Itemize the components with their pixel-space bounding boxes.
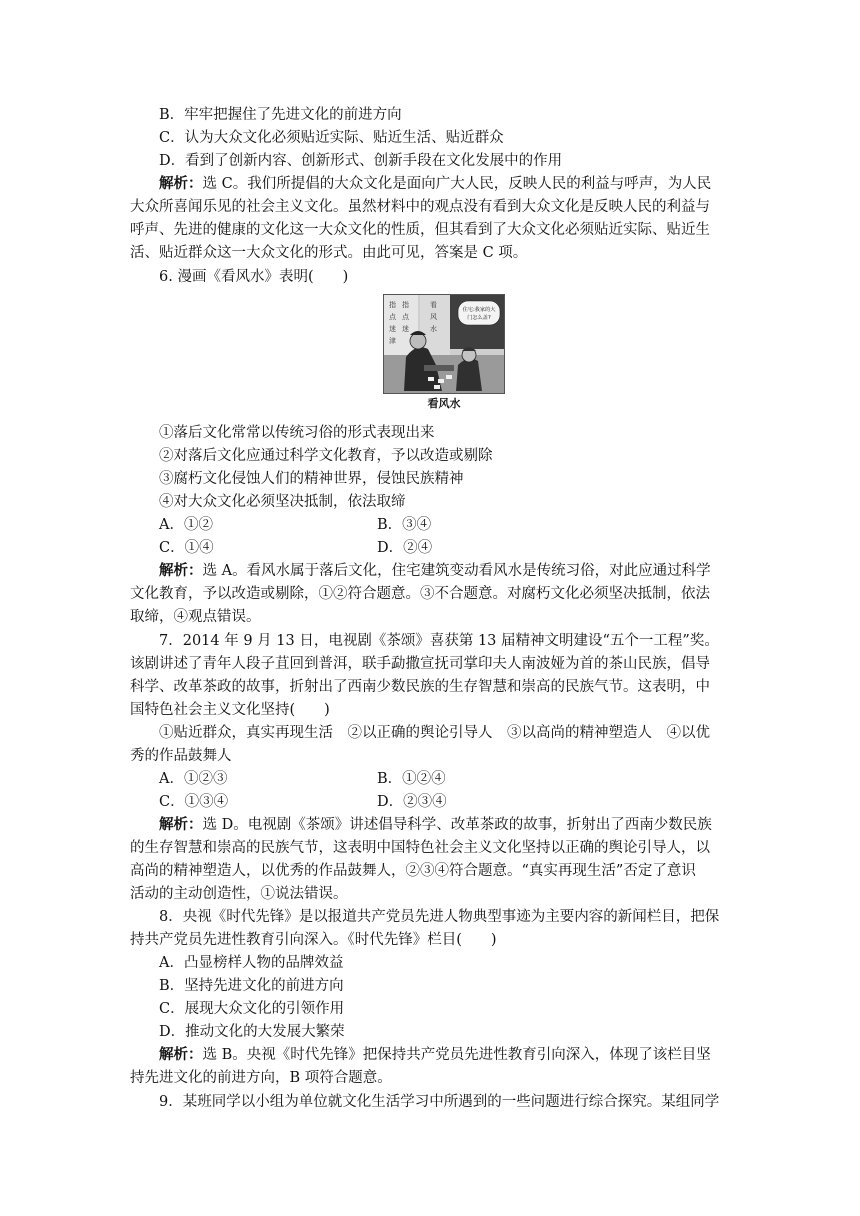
q8-stem-line: 8．央视《时代先锋》是以报道共产党员先进人物典型事迹为主要内容的新闻栏目，把保	[159, 909, 720, 925]
q7-option-a: A．①②③	[159, 771, 228, 787]
analysis-label: 解析：	[159, 562, 203, 579]
analysis-label: 解析：	[159, 816, 203, 833]
q7-option-b: B．①②④	[377, 771, 446, 787]
q6-options-row	[159, 537, 433, 559]
analysis-label: 解析：	[159, 175, 203, 192]
q6-item: ①落后文化常常以传统习俗的形式表现出来	[159, 425, 435, 441]
q6-analysis-line: 解析：选 A。看风水属于落后文化，住宅建筑变动看风水是传统习俗，对此应通过科学	[159, 562, 711, 579]
svg-text:点: 点	[402, 313, 409, 321]
cartoon-caption: 看风水	[427, 397, 461, 410]
q5-analysis-line: 大众所喜闻乐见的社会主义文化。虽然材料中的观点没有看到大众文化是反映人民的利益与	[130, 199, 710, 215]
svg-text:看: 看	[430, 301, 437, 309]
analysis-label: 解析：	[159, 1046, 203, 1063]
q6-options-row	[159, 514, 432, 536]
q6-stem: 6. 漫画《看风水》表明( )	[159, 269, 349, 285]
q7-analysis-line: 的生存智慧和崇高的民族气节，这表明中国特色社会主义文化坚持以正确的舆论引导人，以	[130, 840, 710, 856]
q7-stem-line: 7．2014 年 9 月 13 日，电视剧《茶颂》喜获第 13 届精神文明建设“五个一工程”奖。	[159, 633, 719, 649]
svg-text:迷: 迷	[389, 325, 396, 333]
q7-stem-line: 国特色社会主义文化坚持( )	[130, 702, 330, 718]
q6-item: ②对落后文化应通过科学文化教育，予以改造或剔除	[159, 448, 493, 464]
q8-analysis-line: 持先进文化的前进方向，B 项符合题意。	[130, 1070, 392, 1086]
q6-option-d: D．②④	[377, 540, 433, 556]
q7-stem-line: 科学、改革茶政的故事，折射出了西南少数民族的生存智慧和崇高的民族气节。这表明，中	[130, 679, 710, 695]
q6-option-a: A．①②	[159, 517, 213, 533]
q7-analysis-line: 高尚的精神塑造人，以优秀的作品鼓舞人，②③④符合题意。“真实再现生活”否定了意识	[130, 863, 696, 879]
q7-options-row	[159, 768, 446, 790]
q8-stem-line: 持共产党员先进性教育引向深入。《时代先锋》栏目( )	[130, 932, 497, 948]
q6-analysis-line: 文化教育，予以改造或剔除，①②符合题意。③不合题意。对腐朽文化必须坚决抵制，依法	[130, 586, 710, 602]
svg-text:指: 指	[402, 301, 409, 309]
q7-stem-line: 该剧讲述了青年人段子苴回到普洱，联手勐撒宣抚司掌印夫人南波娅为首的茶山民族，倡导	[130, 656, 710, 672]
q6-item: ④对大众文化必须坚决抵制，依法取缔	[159, 494, 406, 510]
q7-option-d: D．②③④	[377, 794, 447, 810]
svg-text:点: 点	[389, 313, 396, 321]
cartoon-figure	[383, 294, 505, 394]
svg-text:门怎么盖?: 门怎么盖?	[467, 315, 491, 321]
q5-option-b: B．牢牢把握住了先进文化的前进方向	[159, 107, 402, 123]
q8-option-a: A．凸显榜样人物的品牌效益	[159, 955, 344, 971]
q5-option-c: C．认为大众文化必须贴近实际、贴近生活、贴近群众	[159, 130, 504, 146]
svg-text:迷: 迷	[402, 325, 409, 333]
q8-option-b: B．坚持先进文化的前进方向	[159, 978, 344, 994]
q7-analysis-line: 活动的主动创造性，①说法错误。	[130, 886, 348, 902]
q9-stem-line: 9．某班同学以小组为单位就文化生活学习中所遇到的一些问题进行综合探究。某组同学	[159, 1094, 720, 1110]
svg-text:水: 水	[430, 325, 437, 333]
q7-option-c: C．①③④	[159, 794, 229, 810]
q8-option-c: C．展现大众文化的引领作用	[159, 1001, 345, 1017]
svg-text:住宅:我家的大: 住宅:我家的大	[462, 307, 496, 313]
q6-option-c: C．①④	[159, 540, 214, 556]
q7-item-line: 秀的作品鼓舞人	[130, 748, 232, 764]
q7-options-row	[159, 791, 447, 813]
q5-analysis-line: 活、贴近群众这一大众文化的形式。由此可见，答案是 C 项。	[130, 245, 528, 261]
svg-text:津: 津	[389, 337, 396, 345]
svg-text:风: 风	[430, 313, 437, 321]
svg-text:指: 指	[389, 301, 396, 309]
cartoon-illustration	[384, 295, 504, 393]
q6-item: ③腐朽文化侵蚀人们的精神世界，侵蚀民族精神	[159, 471, 464, 487]
q5-analysis-line: 解析：选 C。我们所提倡的大众文化是面向广大人民，反映人民的利益与呼声，为人民	[159, 175, 712, 192]
q8-option-d: D．推动文化的大发展大繁荣	[159, 1024, 345, 1040]
q7-analysis-line: 解析：选 D。电视剧《茶颂》讲述倡导科学、改革茶政的故事，折射出了西南少数民族	[159, 816, 712, 833]
q5-analysis-line: 呼声、先进的健康的文化这一大众文化的性质，但其看到了大众文化必须贴近实际、贴近生	[130, 222, 710, 238]
q6-analysis-line: 取缔，④观点错误。	[130, 609, 261, 625]
q5-option-d: D．看到了创新内容、创新形式、创新手段在文化发展中的作用	[159, 153, 563, 169]
q6-option-b: B．③④	[377, 517, 432, 533]
q7-item-line: ①贴近群众，真实再现生活 ②以正确的舆论引导人 ③以高尚的精神塑造人 ④以优	[159, 725, 710, 741]
q8-analysis-line: 解析：选 B。央视《时代先锋》把保持共产党员先进性教育引向深入，体现了该栏目坚	[159, 1046, 711, 1063]
